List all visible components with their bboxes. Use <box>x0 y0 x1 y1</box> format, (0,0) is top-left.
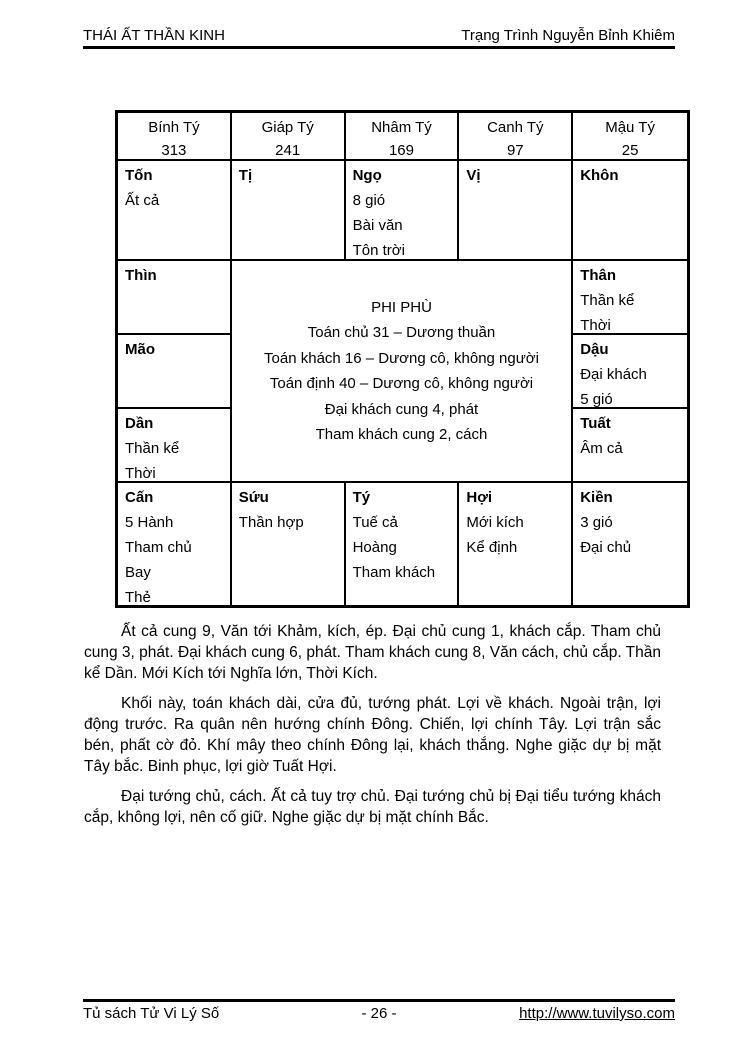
palace-cell-title: Vị <box>466 167 481 184</box>
year-cell <box>346 113 460 161</box>
palace-cell <box>459 483 573 605</box>
phi-phu-line: Toán chủ 31 – Dương thuần <box>307 324 496 341</box>
year-value: 97 <box>506 142 524 159</box>
palace-cell-line: Thời <box>125 465 156 482</box>
palace-cell-line: 3 gió <box>580 514 613 531</box>
palace-cell <box>573 335 687 409</box>
palace-cell-title: Sứu <box>238 489 269 506</box>
footer-url-link[interactable]: http://www.tuvilyso.com <box>519 1005 675 1022</box>
palace-cell-line: Tôn trời <box>352 242 405 259</box>
palace-cell-title: Khôn <box>580 167 619 184</box>
paragraph-2: Khối này, toán khách dài, cửa đủ, tướng phát. Lợi về khách. Ngoài trận, lợi động trước. Ra quân nên hướng chính Đông. Chiến, lợi chính Tây. Lợi trận sắc bén, phất cờ đỏ. Khí mây theo chính Đông lại, khách thắng. Nghe giặc dự bị mặt Tây bắc. Binh phục, lợi giờ Tuất Hợi. <box>84 695 661 775</box>
phi-phu-title: PHI PHÙ <box>371 298 432 316</box>
year-value: 241 <box>275 142 301 159</box>
palace-cell <box>118 335 232 409</box>
year-value: 25 <box>621 142 639 159</box>
palace-cell <box>573 261 687 335</box>
palace-cell-title: Hợi <box>466 489 493 506</box>
palace-cell <box>118 261 232 335</box>
thai-at-chart-table <box>115 110 690 608</box>
palace-cell-line: Thần kể <box>125 440 180 457</box>
palace-cell <box>232 161 346 261</box>
year-value: 169 <box>388 142 414 159</box>
palace-cell-line: Ất cả <box>125 192 160 209</box>
palace-cell-line: Thẻ <box>125 589 151 605</box>
palace-cell-line: Hoàng <box>352 539 397 556</box>
palace-cell-line: Tuế cả <box>352 514 398 531</box>
palace-cell-title: Tốn <box>125 167 153 184</box>
palace-cell-line: Bay <box>125 564 151 581</box>
palace-cell <box>232 483 346 605</box>
footer-divider <box>83 999 675 1002</box>
palace-cell <box>459 161 573 261</box>
palace-cell <box>346 161 460 261</box>
palace-cell <box>573 483 687 605</box>
palace-cell-line: 5 gió <box>580 391 613 408</box>
palace-cell-title: Kiền <box>580 489 613 506</box>
footer-series-title: Tủ sách Tử Vi Lý Số <box>83 1005 220 1022</box>
palace-cell-line: Đại chủ <box>580 539 632 556</box>
phi-phu-center-cell <box>232 261 573 483</box>
palace-cell <box>346 483 460 605</box>
palace-cell-line: Bài văn <box>352 217 403 234</box>
palace-cell <box>118 161 232 261</box>
year-value: 313 <box>161 142 187 159</box>
year-cell <box>573 113 687 161</box>
palace-cell-title: Ngọ <box>352 167 382 184</box>
palace-cell-title: Dần <box>125 415 154 432</box>
palace-cell <box>118 409 232 483</box>
palace-cell-line: Thần hợp <box>238 514 304 531</box>
book-title: THÁI ẤT THẦN KINH <box>83 27 225 44</box>
page-header <box>83 27 675 45</box>
year-name: Bính Tý <box>148 119 200 136</box>
phi-phu-line: Đại khách cung 4, phát <box>324 400 479 418</box>
palace-cell-title: Thân <box>580 267 617 284</box>
year-name: Mậu Tý <box>605 119 655 136</box>
palace-cell-line: 5 Hành <box>125 514 174 531</box>
palace-cell <box>573 161 687 261</box>
palace-cell-line: Âm cả <box>580 440 623 457</box>
year-cell <box>459 113 573 161</box>
palace-cell-title: Thìn <box>125 267 157 284</box>
palace-cell-title: Tị <box>238 167 253 184</box>
year-cell <box>232 113 346 161</box>
palace-cell-title: Tuất <box>580 415 611 432</box>
palace-cell-line: Thần kể <box>580 292 635 309</box>
year-name: Nhâm Tý <box>371 119 432 136</box>
year-name: Canh Tý <box>487 119 544 136</box>
palace-cell-title: Dậu <box>580 341 609 358</box>
paragraph-3: Đại tướng chủ, cách. Ất cả tuy trợ chủ. Đại tướng chủ bị Đại tiểu tướng khách cắp, không lợi, nên cố giữ. Nghe giặc dự bị mặt chính Bắc. <box>84 788 661 826</box>
palace-cell-line: Tham chủ <box>125 539 192 556</box>
palace-cell-line: Đại khách <box>580 366 647 383</box>
phi-phu-line: Toán định 40 – Dương cô, không người <box>269 375 534 392</box>
year-name: Giáp Tý <box>261 119 314 136</box>
palace-cell-line: 8 gió <box>352 192 386 209</box>
palace-cell-title: Mão <box>125 341 155 358</box>
palace-cell-line: Thời <box>580 317 611 334</box>
body-text <box>84 621 661 837</box>
phi-phu-line: Toán khách 16 – Dương cô, không người <box>264 349 539 367</box>
page-footer <box>83 1005 675 1023</box>
palace-cell-title: Tý <box>352 489 371 506</box>
page-number: - 26 - <box>361 1005 397 1022</box>
paragraph-1: Ất cả cung 9, Văn tới Khảm, kích, ép. Đại chủ cung 1, khách cắp. Tham chủ cung 3, phát. Đại khách cung 6, phát. Tham khách cung 8, Văn cách, chủ cắp. Thần kể Dần. Mới Kích tới Nghĩa lớn, Thời Kích. <box>84 623 661 682</box>
author-name: Trạng Trình Nguyễn Bỉnh Khiêm <box>461 27 675 44</box>
palace-cell <box>573 409 687 483</box>
header-divider <box>83 46 675 49</box>
palace-cell <box>118 483 232 605</box>
year-cell <box>118 113 232 161</box>
palace-cell-title: Cấn <box>125 489 154 506</box>
palace-cell-line: Mới kích <box>466 514 524 531</box>
palace-cell-line: Kể định <box>466 539 518 556</box>
phi-phu-line: Tham khách cung 2, cách <box>315 426 488 443</box>
palace-cell-line: Tham khách <box>352 564 436 581</box>
